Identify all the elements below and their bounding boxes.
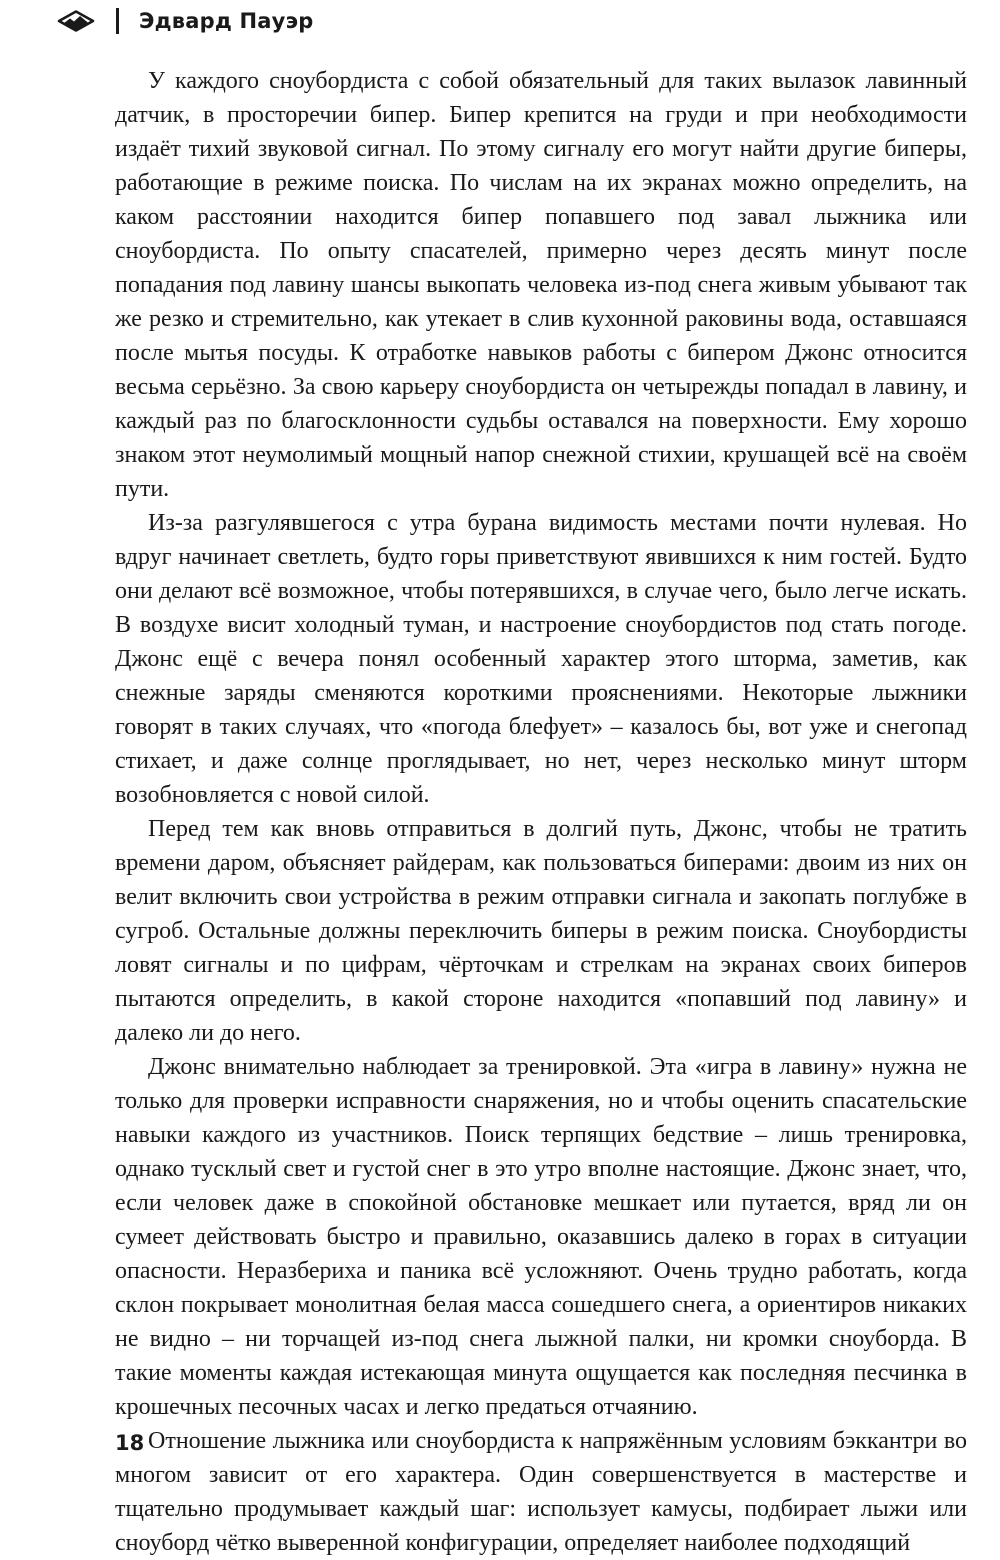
author-name: Эдвард Пауэр [139,9,314,33]
mountain-logo-icon [56,9,96,33]
paragraph: Джонс внимательно наблюдает за тренировкой. Эта «игра в лавину» нужна не только для проверки исправности снаряжения, но и чтобы оценить спасательские навыки каждого из участников. Поиск терпящих бедствие – лишь тренировка, однако тусклый свет и густой снег в это утро вполне настоящие. Джонс знает, что, если человек даже в спокойной обстановке мешкает или путается, вряд ли он сумеет действовать быстро и правильно, оказавшись далеко в горах в ситуации опасности. Неразбериха и паника всё усложняют. Очень трудно работать, когда склон покрывает монолитная белая масса сошедшего снега, а ориентиров никаких не видно – ни торчащей из-под снега лыжной палки, ни кромки сноуборда. В такие моменты каждая истекающая минута ощущается как последняя песчинка в крошечных песочных часах и легко предаться отчаянию. [115,1054,967,1420]
page-number: 18 [115,1431,145,1455]
paragraph: Отношение лыжника или сноубордиста к напряжённым условиям бэккантри во многом зависит от его характера. Один совершенствуется в мастерстве и тщательно продумывает каждый шаг: использует камусы, подбирает лыжи или сноуборд чётко выверенной конфигурации, определяет наиболее подходящий [115,1428,967,1556]
running-header [56,6,313,36]
header-separator [116,8,119,34]
body-text [115,64,967,1560]
paragraph: Перед тем как вновь отправиться в долгий путь, Джонс, чтобы не тратить времени даром, объясняет райдерам, как пользоваться биперами: двоим из них он велит включить свои устройства в режим отправки сигнала и закопать поглубже в сугроб. Остальные должны переключить биперы в режим поиска. Сноубордисты ловят сигналы и по цифрам, чёрточкам и стрелкам на экранах своих биперов пытаются определить, в какой стороне находится «попавший под лавину» и далеко ли до него. [115,816,967,1046]
paragraph: У каждого сноубордиста с собой обязательный для таких вылазок лавинный датчик, в просторечии бипер. Бипер крепится на груди и при необходимости издаёт тихий звуковой сигнал. По этому сигналу его могут найти другие биперы, работающие в режиме поиска. По числам на их экранах можно определить, на каком расстоянии находится бипер попавшего под завал лыжника или сноубордиста. По опыту спасателей, примерно через десять минут после попадания под лавину шансы выкопать человека из-под снега живым убывают так же резко и стремительно, как утекает в слив кухонной раковины вода, оставшаяся после мытья посуды. К отработке навыков работы с бипером Джонс относится весьма серьёзно. За свою карьеру сноубордиста он четырежды попадал в лавину, и каждый раз по благосклонности судьбы оставался на поверхности. Ему хорошо знаком этот неумолимый мощный напор снежной стихии, крушащей всё на своём пути. [115,68,967,502]
paragraph: Из-за разгулявшегося с утра бурана видимость местами почти нулевая. Но вдруг начинает светлеть, будто горы приветствуют явившихся к ним гостей. Будто они делают всё возможное, чтобы потерявшихся, в случае чего, было легче искать. В воздухе висит холодный туман, и настроение сноубордистов под стать погоде. Джонс ещё с вечера понял особенный характер этого шторма, заметив, как снежные заряды сменяются короткими прояснениями. Некоторые лыжники говорят в таких случаях, что «погода блефует» – казалось бы, вот уже и снегопад стихает, и даже солнце проглядывает, но нет, через несколько минут шторм возобновляется с новой силой. [115,510,967,808]
